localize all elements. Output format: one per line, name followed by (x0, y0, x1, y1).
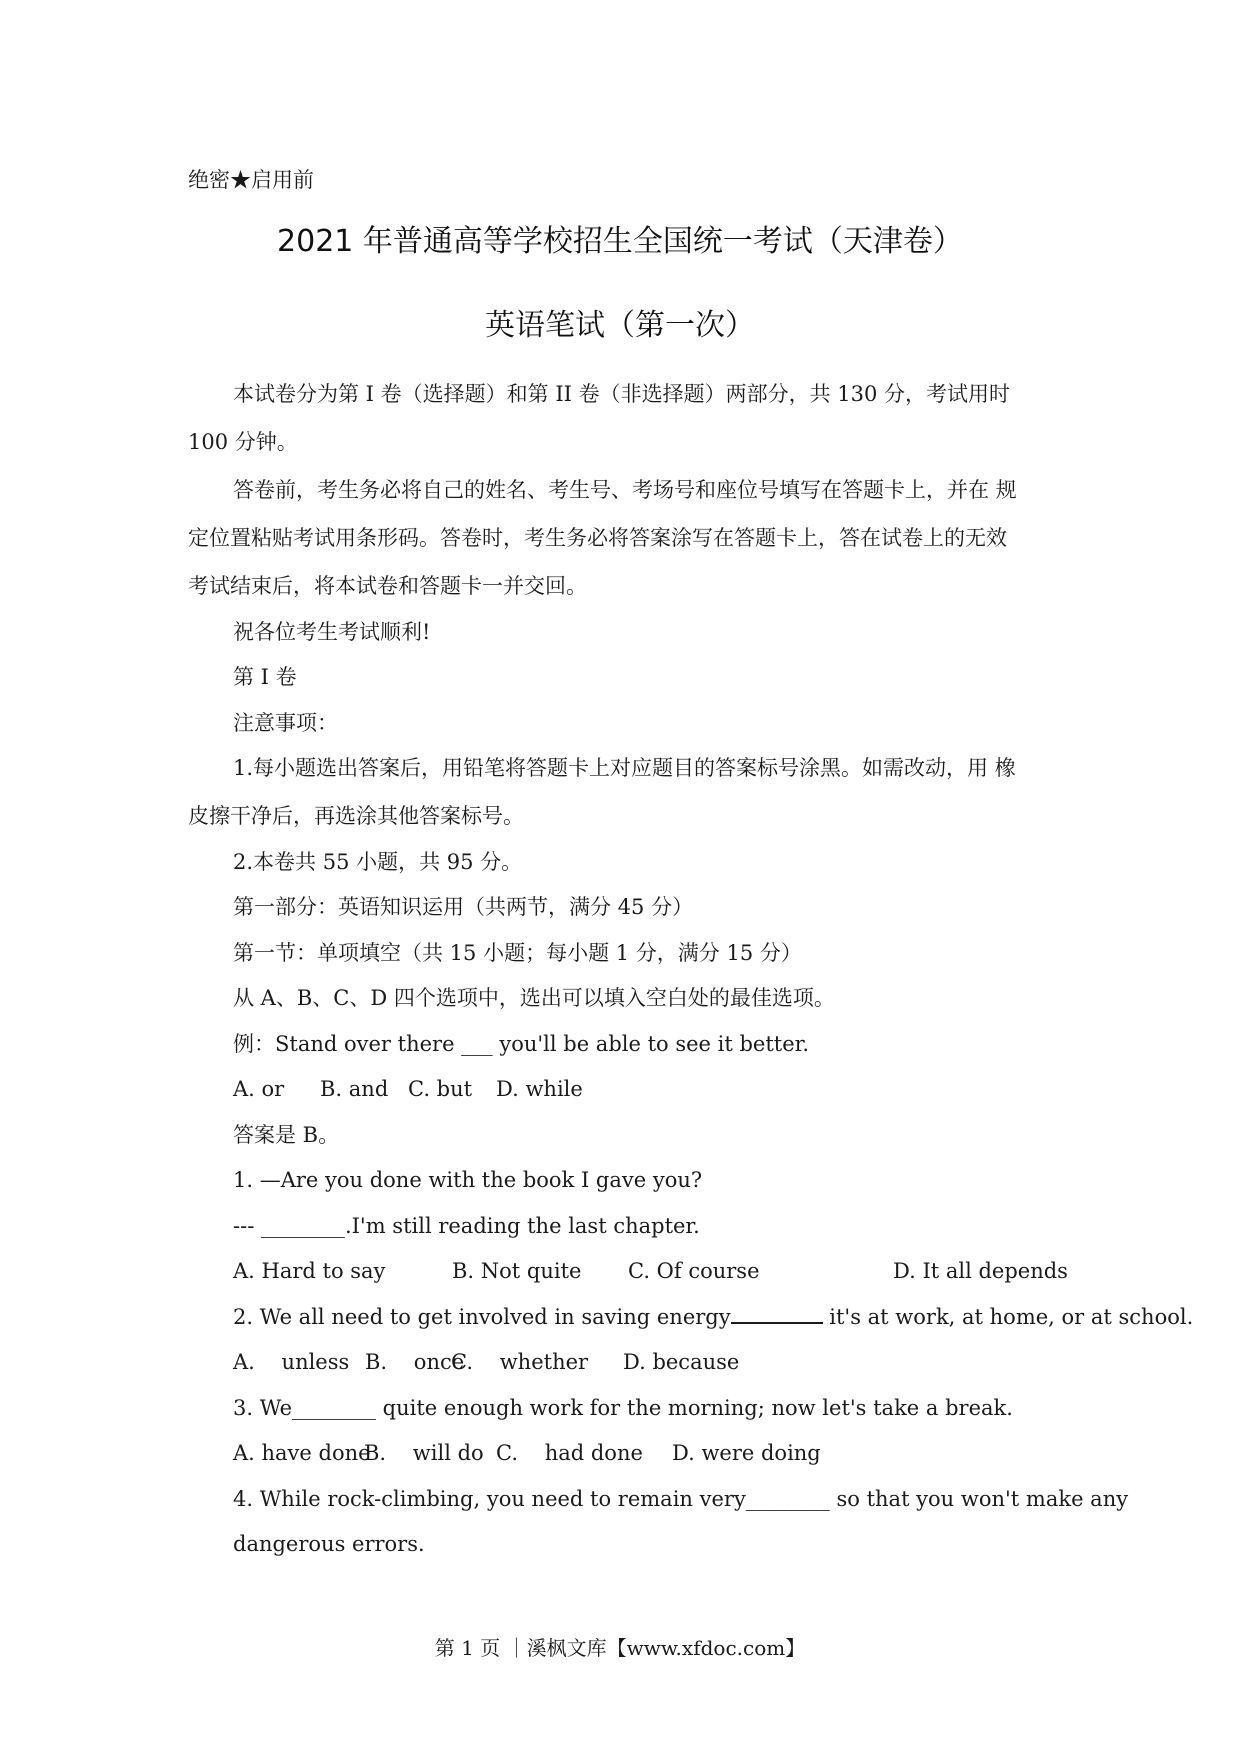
question-3-option-a: A. have done (233, 1441, 371, 1465)
question-1-line-1: 1. —Are you done with the book I gave you? (233, 1168, 703, 1192)
notice-line-2: 定位置粘贴考试用条形码。答卷时，考生务必将答案涂写在答题卡上，答在试卷上的无效 (188, 526, 1007, 550)
question-2-option-b: B. once (365, 1350, 465, 1374)
example-option-d: D. while (496, 1077, 583, 1101)
question-3-option-b: B. will do (364, 1441, 484, 1465)
question-3-stem: 3. We________ quite enough work for the morning; now let's take a break. (233, 1396, 1013, 1420)
section-1-heading: 第一节：单项填空（共 15 小题；每小题 1 分，满分 15 分） (233, 941, 802, 965)
question-4-line-2: dangerous errors. (233, 1532, 425, 1556)
question-2-option-c: C. whether (451, 1350, 589, 1374)
question-3-option-d: D. were doing (672, 1441, 821, 1465)
question-1-option-a: A. Hard to say (233, 1259, 386, 1283)
question-2-stem (233, 1303, 1193, 1331)
question-2-after: it's at work, at home, or at school. (822, 1305, 1194, 1329)
example-option-a: A. or (233, 1077, 285, 1101)
secret-mark: 绝密★启用前 (188, 168, 314, 192)
volume-label: 第 I 卷 (233, 665, 297, 689)
question-2-option-a: A. unless (233, 1350, 350, 1374)
exam-subtitle: 英语笔试（第一次） (485, 308, 755, 343)
question-1-option-c: C. Of course (628, 1259, 760, 1283)
question-2-blank (731, 1304, 823, 1324)
question-2-option-d: D. because (623, 1350, 740, 1374)
page-footer: 第 1 页 ｜溪枫文库【www.xfdoc.com】 (434, 1636, 806, 1660)
note-1-line-1: 1.每小题选出答案后，用铅笔将答题卡上对应题目的答案标号涂黑。如需改动，用 橡 (233, 756, 1016, 780)
notes-heading: 注意事项： (233, 711, 338, 735)
notice-line-1: 答卷前，考生务必将自己的姓名、考生号、考场号和座位号填写在答题卡上，并在 规 (233, 478, 1017, 502)
question-1-option-d: D. It all depends (893, 1259, 1068, 1283)
intro-line-2: 100 分钟。 (188, 430, 298, 454)
question-3-option-c: C. had done (496, 1441, 643, 1465)
note-1-line-2: 皮擦干净后，再选涂其他答案标号。 (188, 804, 524, 828)
question-2-before: 2. We all need to get involved in saving energy (233, 1305, 731, 1329)
exam-title: 2021 年普通高等学校招生全国统一考试（天津卷） (277, 224, 963, 259)
note-2: 2.本卷共 55 小题，共 95 分。 (233, 850, 523, 874)
question-4-line-1: 4. While rock-climbing, you need to remain very________ so that you won't make any (233, 1487, 1129, 1511)
part-1-heading: 第一部分：英语知识运用（共两节，满分 45 分） (233, 895, 694, 919)
intro-line-1: 本试卷分为第 I 卷（选择题）和第 II 卷（非选择题）两部分，共 130 分，考试用时 (233, 382, 1011, 406)
example-question: 例：Stand over there ___ you'll be able to see it better. (233, 1032, 810, 1056)
example-option-c: C. but (408, 1077, 473, 1101)
notice-line-3: 考试结束后，将本试卷和答题卡一并交回。 (188, 574, 587, 598)
question-1-option-b: B. Not quite (452, 1259, 582, 1283)
example-answer: 答案是 B。 (233, 1123, 340, 1147)
example-option-b: B. and (320, 1077, 389, 1101)
question-1-line-2: --- ________.I'm still reading the last chapter. (233, 1214, 700, 1238)
wish-text: 祝各位考生考试顺利! (233, 620, 431, 644)
directions: 从 A、B、C、D 四个选项中，选出可以填入空白处的最佳选项。 (233, 986, 835, 1010)
